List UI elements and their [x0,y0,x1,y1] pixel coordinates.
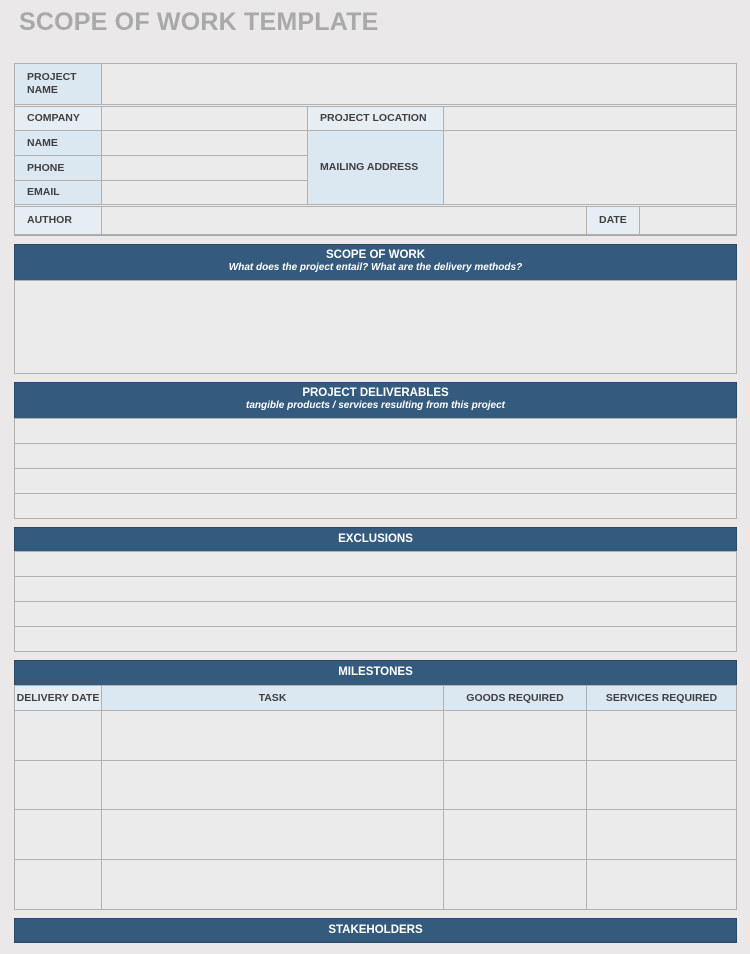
milestone-services-cell[interactable] [586,859,737,910]
project-name-label-text: PROJECT NAME [27,71,77,96]
project-name-label [14,63,102,105]
mailing-address-label-text: MAILING ADDRESS [320,161,419,173]
date-label-text: DATE [599,214,627,226]
name-field[interactable] [101,130,308,156]
milestone-task-cell[interactable] [101,859,444,910]
exclusion-row[interactable] [14,626,737,652]
email-label [14,180,102,205]
milestones-heading: MILESTONES [338,666,413,678]
deliverable-row[interactable] [14,443,737,469]
deliverable-row[interactable] [14,493,737,519]
project-location-field[interactable] [443,106,737,131]
milestone-delivery-date-cell[interactable] [14,809,102,860]
company-label-text: COMPANY [27,112,80,124]
mailing-address-field[interactable] [443,130,737,205]
milestone-delivery-date-cell[interactable] [14,760,102,810]
milestone-goods-cell[interactable] [443,859,587,910]
milestone-services-cell[interactable] [586,760,737,810]
milestone-services-cell[interactable] [586,710,737,761]
milestone-services-cell[interactable] [586,809,737,860]
company-field[interactable] [101,106,308,131]
scope-of-work-heading: SCOPE OF WORK [325,249,426,261]
deliverable-row[interactable] [14,418,737,444]
scope-of-work-subheading: What does the project entail? What are the delivery methods? [228,262,523,273]
col-services-required [586,685,737,711]
exclusion-row[interactable] [14,551,737,577]
milestones-header [14,660,737,686]
mailing-address-label [307,130,444,205]
exclusions-header [14,527,737,552]
col-goods-required-text: GOODS REQUIRED [466,692,564,704]
col-delivery-date-text: DELIVERY DATE [16,692,100,704]
project-name-field[interactable] [101,63,737,105]
deliverables-header [14,382,737,419]
deliverables-heading: PROJECT DELIVERABLES [302,387,449,399]
scope-of-work-field[interactable] [14,280,737,374]
project-location-label [307,106,444,131]
email-label-text: EMAIL [27,186,60,198]
name-label-text: NAME [27,136,58,149]
exclusion-row[interactable] [14,601,737,627]
phone-label-text: PHONE [27,161,65,174]
phone-field[interactable] [101,155,308,181]
date-label [586,206,640,235]
stakeholders-heading: STAKEHOLDERS [328,924,423,936]
milestone-task-cell[interactable] [101,760,444,810]
col-task-text: TASK [258,692,287,704]
phone-label [14,155,102,181]
author-label-text: AUTHOR [27,214,72,226]
milestone-goods-cell[interactable] [443,809,587,860]
col-services-required-text: SERVICES REQUIRED [605,692,718,704]
milestone-goods-cell[interactable] [443,760,587,810]
col-task [101,685,444,711]
milestone-goods-cell[interactable] [443,710,587,761]
exclusion-row[interactable] [14,576,737,602]
scope-of-work-header [14,244,737,281]
company-label [14,106,102,131]
date-field[interactable] [639,206,737,235]
col-delivery-date [14,685,102,711]
project-location-label-text: PROJECT LOCATION [320,112,427,124]
milestone-task-cell[interactable] [101,710,444,761]
deliverable-row[interactable] [14,468,737,494]
deliverables-subheading: tangible products / services resulting from this project [246,400,505,411]
milestone-task-cell[interactable] [101,809,444,860]
col-goods-required [443,685,587,711]
milestone-delivery-date-cell[interactable] [14,859,102,910]
author-label [14,206,102,235]
exclusions-heading: EXCLUSIONS [338,533,413,545]
author-field[interactable] [101,206,587,235]
milestone-delivery-date-cell[interactable] [14,710,102,761]
email-field[interactable] [101,180,308,205]
name-label [14,130,102,156]
stakeholders-header [14,918,737,943]
page-title: SCOPE OF WORK TEMPLATE [19,8,379,36]
